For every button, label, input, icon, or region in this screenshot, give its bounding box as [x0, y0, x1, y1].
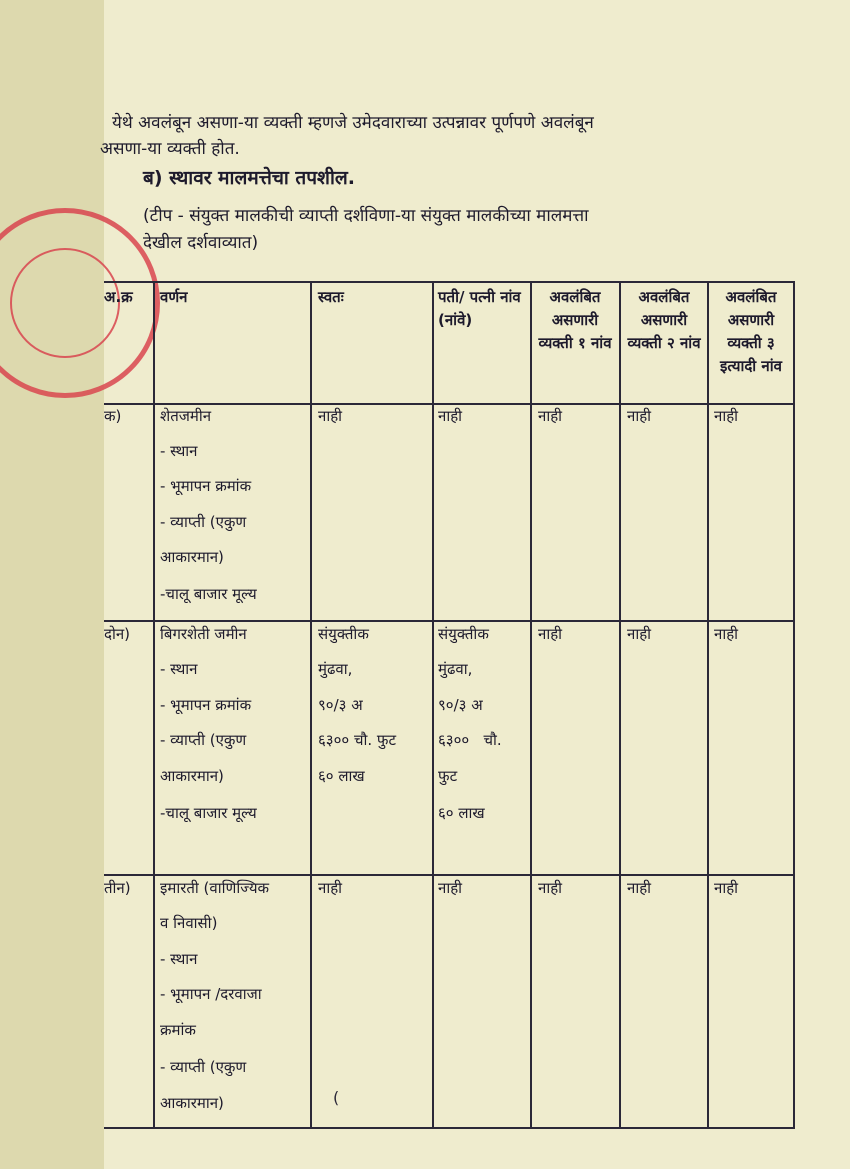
header-sr-no: अ.क्र: [104, 288, 133, 306]
table-rule: [104, 281, 795, 283]
row-description-line: शेतजमीन: [160, 407, 212, 425]
row-description-line: - भूमापन क्रमांक: [160, 696, 252, 714]
row-description-line: बिगरशेती जमीन: [160, 625, 247, 643]
intro-line-2: असणा-या व्यक्ती होत.: [100, 139, 240, 159]
header-dependent-2: अवलंबित असणारी व्यक्ती २ नांव: [627, 288, 701, 352]
row-description-line: - व्याप्ती (एकुण: [160, 731, 247, 749]
row-self-line: ९०/३ अ: [318, 696, 363, 714]
table-rule: [619, 281, 621, 1129]
row-description-line: - व्याप्ती (एकुण: [160, 1058, 247, 1076]
row-description-line: -चालू बाजार मूल्य: [160, 804, 257, 822]
row-dependent-1-value: नाही: [538, 879, 563, 897]
table-rule: [793, 281, 795, 1129]
row-self-line: संयुक्तीक: [318, 625, 369, 643]
row-dependent-3-value: नाही: [714, 625, 739, 643]
row-self-value: नाही: [318, 879, 343, 897]
row-spouse-line: ९०/३ अ: [438, 696, 483, 714]
row-dependent-3-value: नाही: [714, 407, 739, 425]
row-description-line: - भूमापन /दरवाजा: [160, 985, 262, 1003]
row-spouse-value: नाही: [438, 407, 463, 425]
table-rule: [432, 281, 434, 1129]
row-description-line: आकारमान): [160, 767, 224, 785]
table-rule: [153, 281, 155, 1129]
row-description-line: - स्थान: [160, 950, 198, 968]
row-sr-no: दोन): [104, 625, 131, 643]
intro-line-1: येथे अवलंबून असणा-या व्यक्ती म्हणजे उमेदवाराच्या उत्पन्नावर पूर्णपणे अवलंबून: [112, 113, 594, 133]
row-spouse-line: संयुक्तीक: [438, 625, 489, 643]
table-rule: [104, 1127, 795, 1129]
row-description-line: - भूमापन क्रमांक: [160, 477, 252, 495]
table-rule: [310, 281, 312, 1129]
row-spouse-line: मुंढवा,: [438, 660, 473, 678]
row-spouse-line: ६३०० चौ.: [438, 731, 502, 749]
row-dependent-2-value: नाही: [627, 407, 652, 425]
table-rule: [530, 281, 532, 1129]
row-spouse-value: नाही: [438, 879, 463, 897]
row-self-line: ६३०० चौ. फुट: [318, 731, 397, 749]
row-description-line: - व्याप्ती (एकुण: [160, 513, 247, 531]
table-rule: [707, 281, 709, 1129]
previous-page-edge: [0, 0, 106, 1169]
row-spouse-line: फुट: [438, 767, 458, 785]
row-description-line: क्रमांक: [160, 1021, 196, 1039]
header-self: स्वतः: [318, 288, 344, 306]
section-heading: ब) स्थावर मालमत्तेचा तपशील.: [143, 167, 355, 189]
header-description: वर्णन: [160, 288, 188, 306]
header-dependent-1: अवलंबित असणारी व्यक्ती १ नांव: [538, 288, 612, 352]
header-dependent-3: अवलंबित असणारी व्यक्ती ३ इत्यादी नांव: [720, 288, 782, 375]
row-description-line: आकारमान): [160, 1094, 224, 1112]
row-spouse-line: ६० लाख: [438, 804, 485, 822]
note-line-2: देखील दर्शवाव्यात): [143, 233, 259, 253]
row-dependent-1-value: नाही: [538, 625, 563, 643]
row-description-line: व निवासी): [160, 914, 218, 932]
row-description-line: आकारमान): [160, 548, 224, 566]
row-description-line: - स्थान: [160, 660, 198, 678]
row-self-line: ६० लाख: [318, 767, 365, 785]
row-sr-no: क): [104, 407, 122, 425]
note-line-1: (टीप - संयुक्त मालकीची व्याप्ती दर्शविणा-या संयुक्त मालकीच्या मालमत्ता: [143, 206, 589, 226]
row-self-value: नाही: [318, 407, 343, 425]
row-dependent-2-value: नाही: [627, 879, 652, 897]
row-self-line: मुंढवा,: [318, 660, 353, 678]
row-dependent-1-value: नाही: [538, 407, 563, 425]
row-dependent-2-value: नाही: [627, 625, 652, 643]
pen-mark: (: [333, 1088, 340, 1107]
row-description-line: इमारती (वाणिज्यिक: [160, 879, 270, 897]
header-spouse: पती/ पत्नी नांव (नांवे): [438, 288, 521, 329]
row-description-line: -चालू बाजार मूल्य: [160, 585, 257, 603]
row-description-line: - स्थान: [160, 442, 198, 460]
row-dependent-3-value: नाही: [714, 879, 739, 897]
row-sr-no: तीन): [104, 879, 131, 897]
